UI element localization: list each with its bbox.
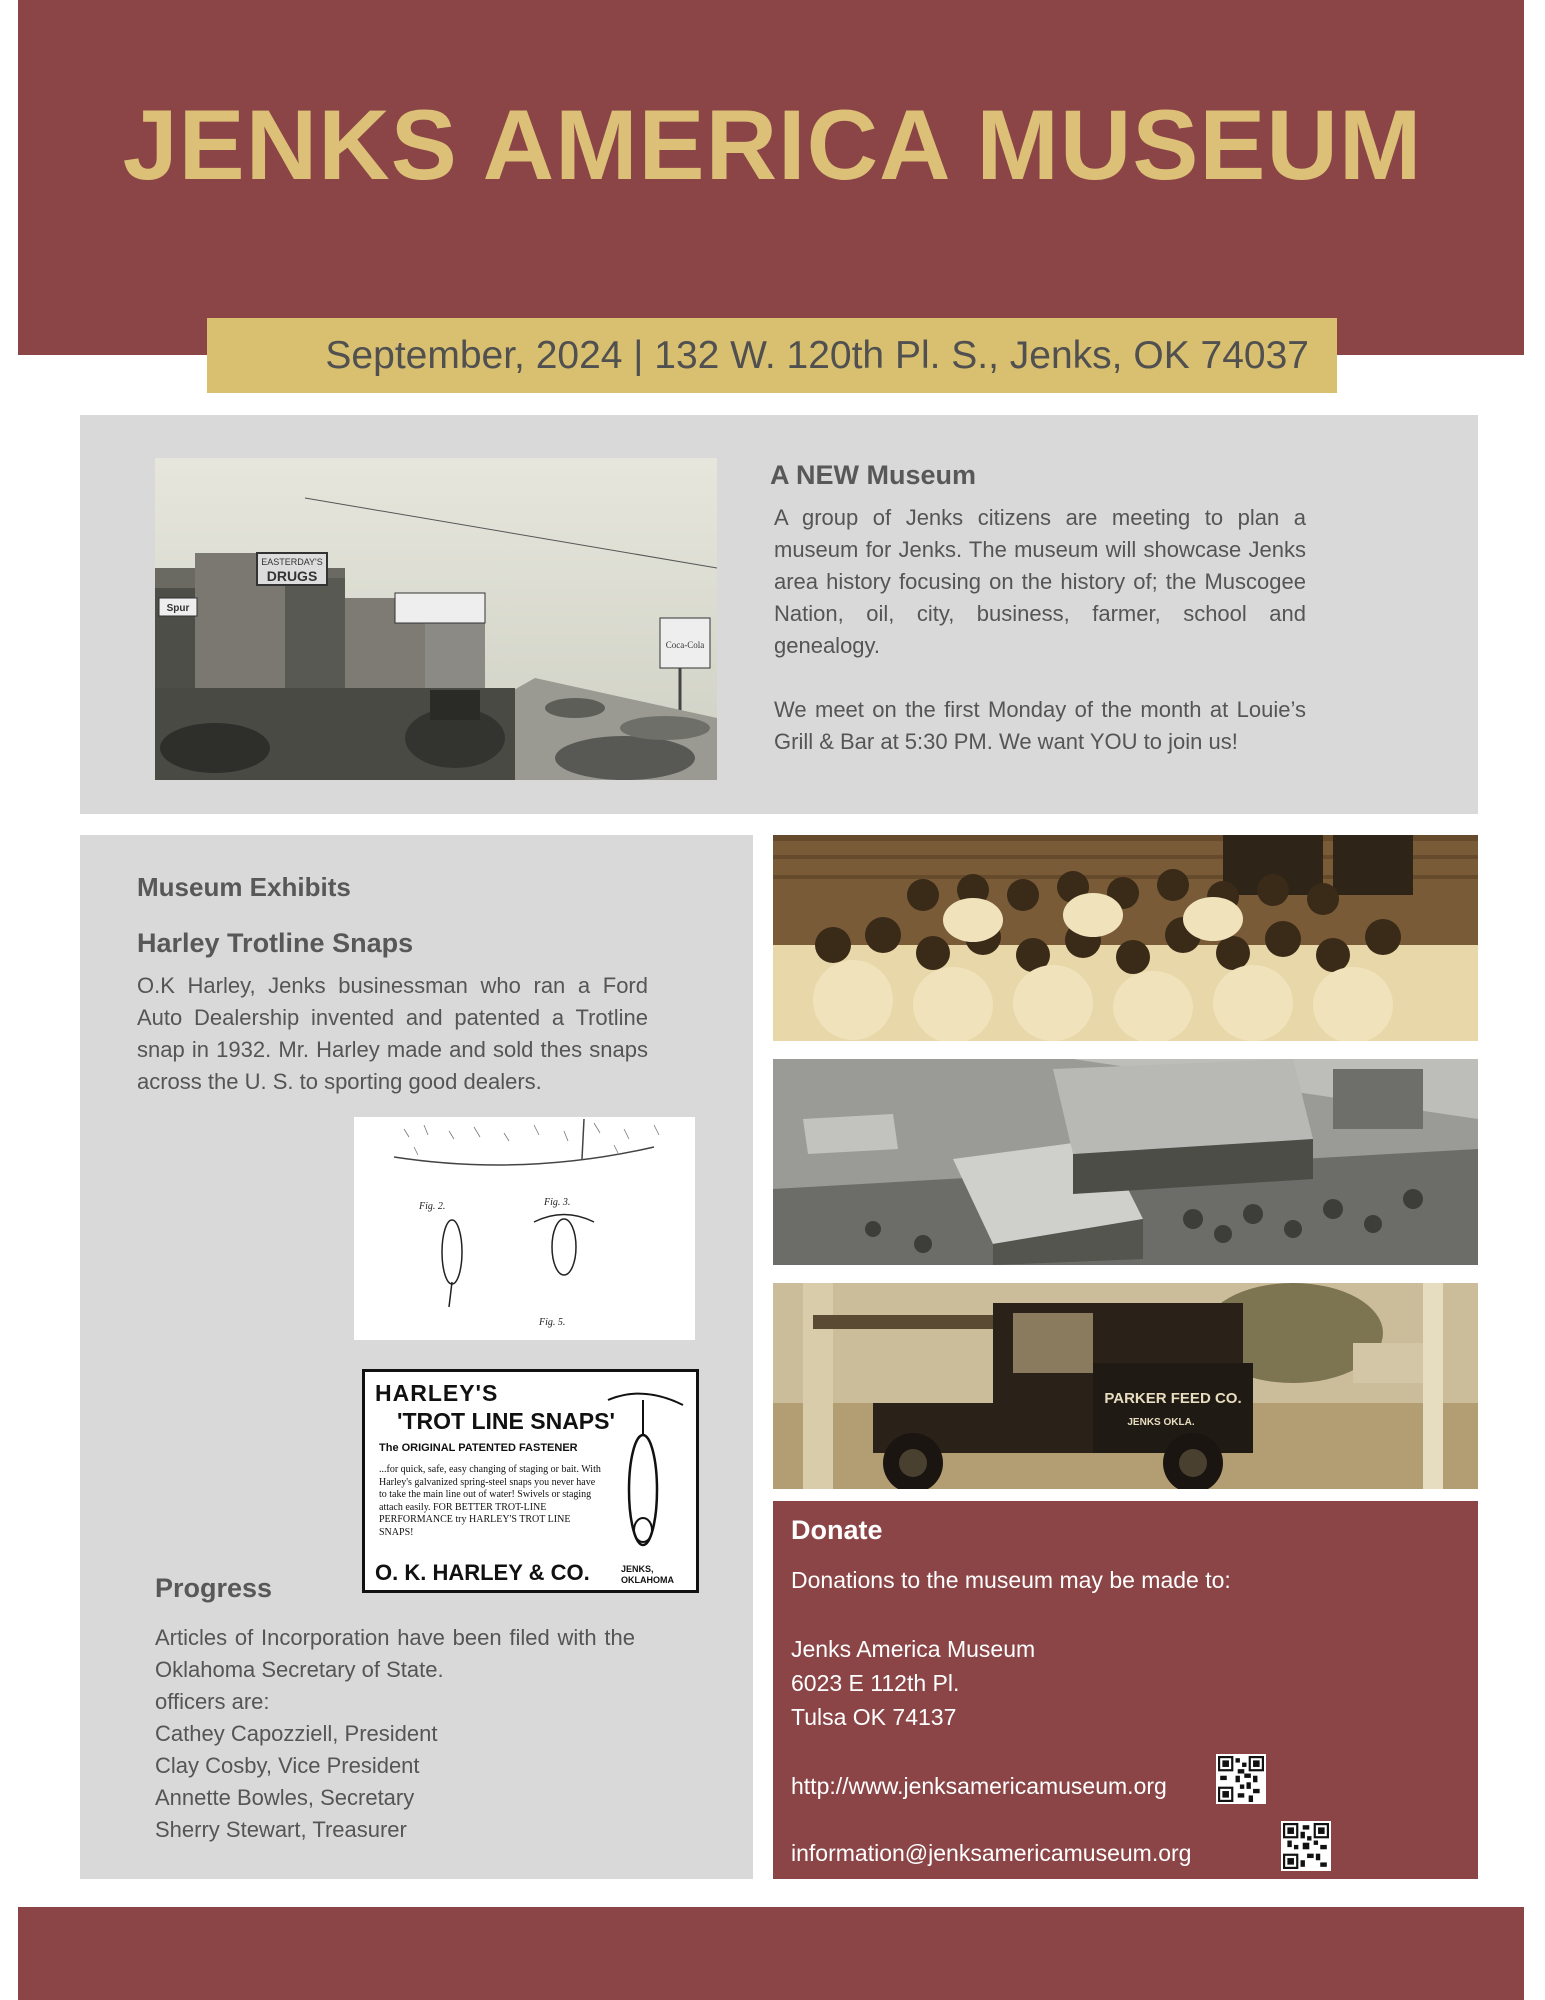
progress-block [155, 1622, 635, 1846]
trotline-paragraph: O.K Harley, Jenks businessman who ran a Ford Auto Dealership invented and patented a Trotline snap in 1932. Mr. Harley made and sold thes snaps across the U. S. to sporting good dealers. [137, 973, 648, 1094]
truck-door-sub: JENKS OKLA. [1127, 1417, 1195, 1428]
new-museum-heading: A NEW Museum [770, 460, 977, 490]
exhibits-heading: Museum Exhibits [137, 872, 351, 902]
officers-label: officers are: [155, 1689, 270, 1714]
email-link[interactable]: information@jenksamericamuseum.org [791, 1840, 1192, 1866]
patent-drawing [354, 1117, 695, 1340]
snap-illustration [603, 1380, 688, 1555]
footer-band [18, 1907, 1524, 2000]
drugs-sign-top: EASTERDAY'S [261, 557, 323, 567]
ad-line-2: 'TROT LINE SNAPS' [397, 1408, 615, 1434]
ad-body: ...for quick, safe, easy changing of staging or bait. With Harley's galvanized spring-steel snaps you never have to take the main line out of water! Swivels or staging attach easily. FOR BETTER TROT-LINE PERFORMANCE try HARLEY'S TROT LINE SNAPS! [379, 1464, 601, 1538]
group-women-photo [773, 835, 1478, 1041]
new-museum-paragraph-1: A group of Jenks citizens are meeting to plan a museum for Jenks. The museum will showcase Jenks area history focusing on the history of; the Muscogee Nation, oil, city, business, farmer, school and genealogy. [774, 505, 1306, 658]
ad-company: O. K. HARLEY & CO. [375, 1560, 590, 1585]
ad-location-top: JENKS, [621, 1564, 654, 1574]
website-qr-code[interactable] [1216, 1754, 1266, 1804]
progress-heading: Progress [155, 1573, 273, 1603]
main-street-parade-photo [155, 458, 717, 780]
date-address-text: September, 2024 | 132 W. 120th Pl. S., Jenks, OK 74037 [325, 333, 1309, 377]
fig-2-label: Fig. 2. [419, 1201, 446, 1212]
website-link[interactable]: http://www.jenksamericamuseum.org [791, 1773, 1167, 1799]
officer-treasurer: Sherry Stewart, Treasurer [155, 1817, 407, 1842]
officer-secretary: Annette Bowles, Secretary [155, 1785, 415, 1810]
ad-line-1: HARLEY'S [375, 1380, 499, 1406]
trotline-heading: Harley Trotline Snaps [137, 928, 414, 958]
donate-address-name: Jenks America Museum [791, 1636, 1036, 1662]
donate-address-city: Tulsa OK 74137 [791, 1704, 957, 1730]
fig-3-label: Fig. 3. [544, 1197, 571, 1208]
email-qr-code[interactable] [1281, 1821, 1331, 1871]
parker-feed-truck-photo [773, 1283, 1478, 1489]
donate-heading: Donate [791, 1515, 883, 1545]
progress-paragraph: Articles of Incorporation have been filed with the Oklahoma Secretary of State. [155, 1625, 635, 1682]
harley-advertisement [362, 1369, 699, 1593]
donate-address-street: 6023 E 112th Pl. [791, 1670, 960, 1696]
aerial-school-photo [773, 1059, 1478, 1265]
ad-line-3: The ORIGINAL PATENTED FASTENER [379, 1442, 578, 1454]
masthead-title: JENKS AMERICA MUSEUM [122, 89, 1423, 200]
date-address-banner [207, 318, 1337, 393]
officer-vice-president: Clay Cosby, Vice President [155, 1753, 420, 1778]
fig-5-label: Fig. 5. [539, 1317, 566, 1328]
truck-door-text: PARKER FEED CO. [1104, 1390, 1242, 1407]
new-museum-paragraph-2: We meet on the first Monday of the month at Louie’s Grill & Bar at 5:30 PM. We want YOU to join us! [774, 697, 1306, 754]
spur-sign: Spur [166, 603, 190, 614]
drugs-sign-main: DRUGS [266, 568, 318, 584]
coca-cola-sign: Coca-Cola [665, 640, 705, 650]
donate-intro: Donations to the museum may be made to: [791, 1567, 1231, 1593]
donate-address [791, 1632, 1035, 1734]
ad-location-bottom: OKLAHOMA [621, 1575, 674, 1585]
officer-president: Cathey Capozziell, President [155, 1721, 438, 1746]
